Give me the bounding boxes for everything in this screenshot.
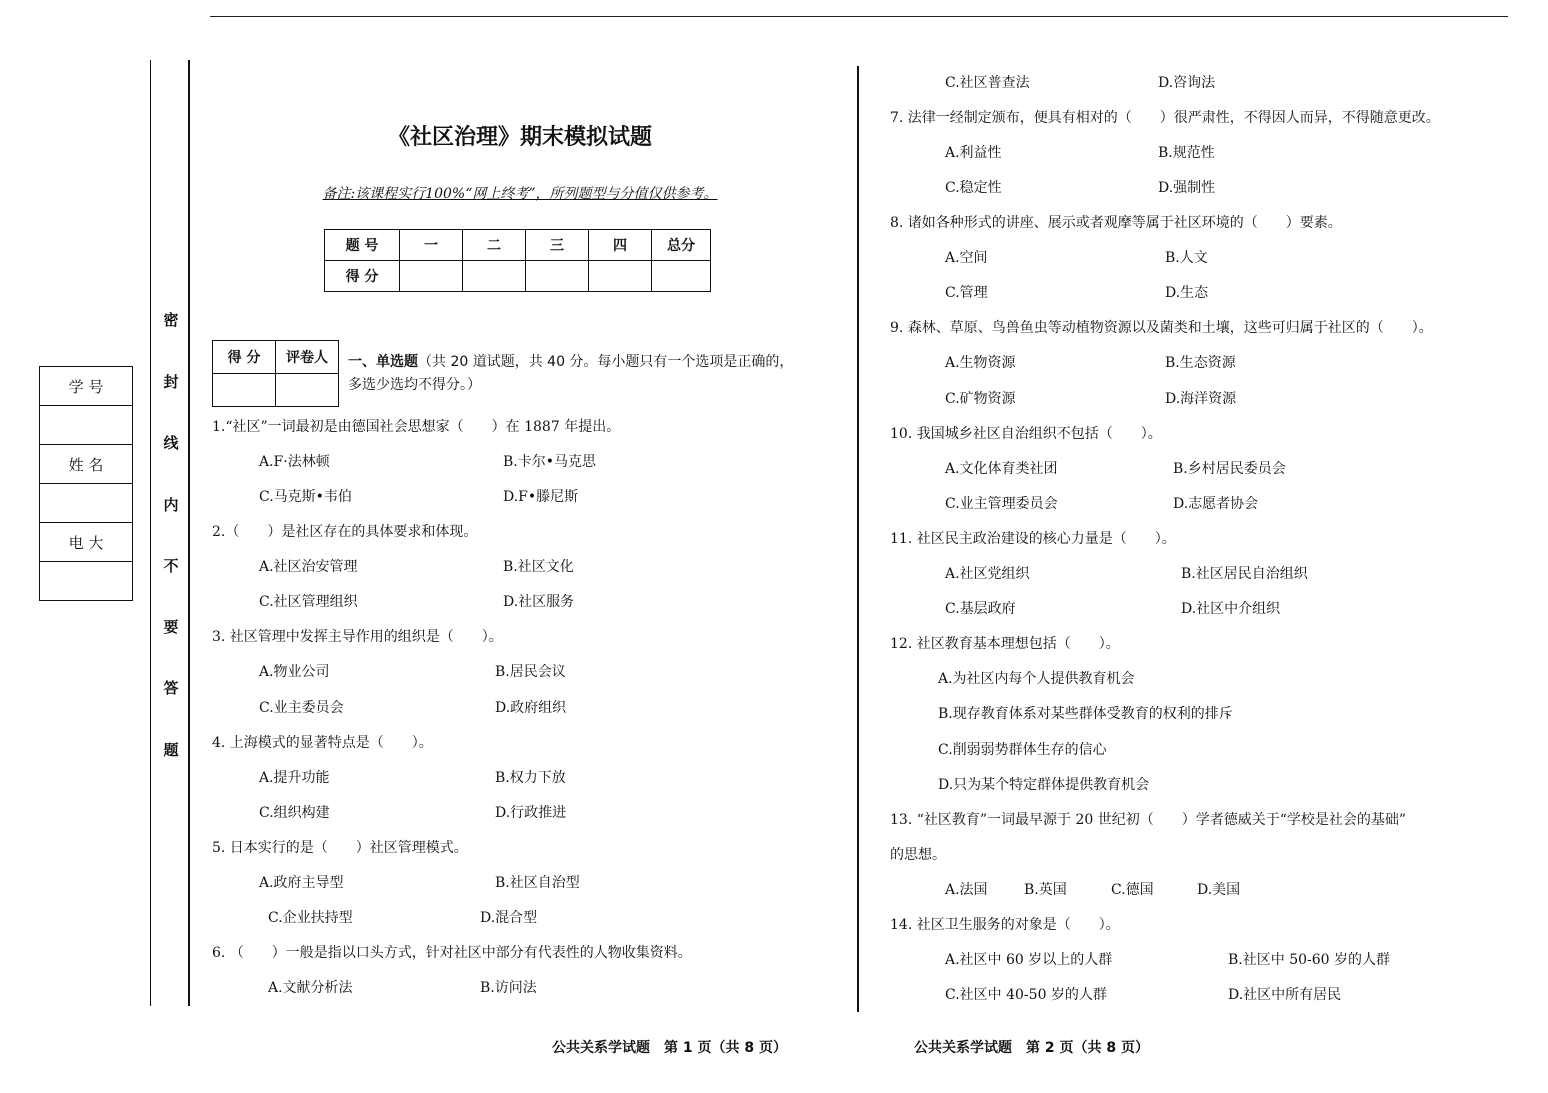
- score-header-col: 三: [526, 230, 589, 261]
- school-field[interactable]: [40, 562, 133, 601]
- option: D.社区中所有居民: [1228, 987, 1342, 1003]
- option: D.只为某个特定群体提供教育机会: [938, 777, 1150, 793]
- score-cell[interactable]: [652, 261, 711, 292]
- seal-char: 密: [163, 311, 179, 329]
- option: C.德国: [1111, 882, 1154, 898]
- option: C.矿物资源: [945, 391, 1016, 407]
- option: A.F·法林顿: [259, 454, 330, 470]
- option: B.乡村居民委员会: [1173, 461, 1286, 477]
- seal-char: 要: [163, 618, 179, 636]
- option: B.访问法: [480, 980, 537, 996]
- binding-line-outer: [150, 60, 151, 1006]
- option: D.F•滕尼斯: [503, 489, 579, 505]
- option: D.政府组织: [495, 700, 567, 716]
- option: C.社区普查法: [945, 75, 1030, 91]
- student-id-field[interactable]: [40, 406, 133, 445]
- seal-char: 内: [163, 496, 179, 514]
- grader-name-cell[interactable]: [276, 374, 339, 407]
- option: B.卡尔•马克思: [503, 454, 596, 470]
- option: C.基层政府: [945, 601, 1016, 617]
- option: B.现存教育体系对某些群体受教育的权利的排斥: [938, 706, 1233, 722]
- option: D.社区服务: [503, 594, 575, 610]
- question-text: 6. （ ）一般是指以口头方式，针对社区中部分有代表性的人物收集资料。: [212, 945, 692, 961]
- score-cell[interactable]: [463, 261, 526, 292]
- option: B.生态资源: [1165, 355, 1236, 371]
- question-text: 3. 社区管理中发挥主导作用的组织是（ ）。: [212, 629, 503, 645]
- page-divider: [857, 66, 859, 1012]
- score-header-col: 一: [400, 230, 463, 261]
- question-text: 7. 法律一经制定颁布，便具有相对的（ ）很严肃性，不得因人而异，不得随意更改。: [890, 110, 1440, 126]
- question-text: 4. 上海模式的显著特点是（ ）。: [212, 735, 433, 751]
- question-text: 10. 我国城乡社区自治组织不包括（ ）。: [890, 426, 1162, 442]
- option: B.权力下放: [495, 770, 566, 786]
- question-text: 5. 日本实行的是（ ）社区管理模式。: [212, 840, 468, 856]
- footer-page-2: 公共关系学试题 第 2 页（共 8 页）: [914, 1040, 1149, 1056]
- option: B.英国: [1024, 882, 1067, 898]
- option: C.业主委员会: [259, 700, 344, 716]
- option: A.文化体育类社团: [945, 461, 1058, 477]
- question-text: 11. 社区民主政治建设的核心力量是（ ）。: [890, 531, 1176, 547]
- grader-label: 评卷人: [276, 341, 339, 374]
- option: C.管理: [945, 285, 988, 301]
- score-cell[interactable]: [526, 261, 589, 292]
- student-name-label: 姓 名: [40, 445, 133, 484]
- option: A.社区党组织: [945, 566, 1030, 582]
- option: B.人文: [1165, 250, 1208, 266]
- option: B.社区居民自治组织: [1181, 566, 1308, 582]
- question-text: 1.“社区”一词最初是由德国社会思想家（ ）在 1887 年提出。: [212, 419, 621, 435]
- option: A.社区中 60 岁以上的人群: [945, 952, 1113, 968]
- grader-score-cell[interactable]: [213, 374, 276, 407]
- seal-char: 封: [163, 373, 179, 391]
- option: D.志愿者协会: [1173, 496, 1259, 512]
- option: D.咨询法: [1158, 75, 1216, 91]
- score-header-number: 题 号: [325, 230, 400, 261]
- option: D.强制性: [1158, 180, 1216, 196]
- option: B.社区自治型: [495, 875, 580, 891]
- score-header-col: 四: [589, 230, 652, 261]
- option: A.政府主导型: [259, 875, 344, 891]
- option: C.削弱弱势群体生存的信心: [938, 742, 1107, 758]
- school-label: 电 大: [40, 523, 133, 562]
- student-id-label: 学 号: [40, 367, 133, 406]
- option: C.社区中 40-50 岁的人群: [945, 987, 1107, 1003]
- question-text: 13. “社区教育”一词最早源于 20 世纪初（ ）学者德威关于“学校是社会的基础”: [890, 812, 1407, 828]
- score-cell[interactable]: [400, 261, 463, 292]
- seal-char: 答: [163, 679, 179, 697]
- option: C.稳定性: [945, 180, 1002, 196]
- option: A.利益性: [945, 145, 1002, 161]
- option: B.社区中 50-60 岁的人群: [1228, 952, 1390, 968]
- option: D.海洋资源: [1165, 391, 1237, 407]
- question-text: 12. 社区教育基本理想包括（ ）。: [890, 636, 1120, 652]
- score-cell[interactable]: [589, 261, 652, 292]
- section-desc-2: 多选少选均不得分。）: [348, 377, 481, 393]
- option: C.马克斯•韦伯: [259, 489, 352, 505]
- grader-box: [212, 340, 339, 407]
- section-heading: [348, 351, 848, 397]
- question-text: 9. 森林、草原、鸟兽鱼虫等动植物资源以及菌类和土壤，这些可归属于社区的（ ）。: [890, 320, 1433, 336]
- score-table: [324, 229, 711, 292]
- option: A.提升功能: [259, 770, 330, 786]
- seal-char: 不: [163, 557, 179, 575]
- option: A.空间: [945, 250, 988, 266]
- option: D.行政推进: [495, 805, 567, 821]
- option: C.社区管理组织: [259, 594, 358, 610]
- option: C.业主管理委员会: [945, 496, 1058, 512]
- exam-note-text: 备注:该课程实行100%“网上终考”，所列题型与分值仅供参考。: [322, 186, 718, 202]
- student-info-table: [39, 366, 133, 601]
- page-title: 《社区治理》期末模拟试题: [387, 125, 652, 150]
- section-title: 一、单选题: [348, 354, 418, 370]
- option: B.规范性: [1158, 145, 1215, 161]
- seal-char: 题: [163, 741, 179, 759]
- exam-note: [190, 183, 850, 203]
- option: A.为社区内每个人提供教育机会: [938, 671, 1135, 687]
- question-text: 2.（ ）是社区存在的具体要求和体现。: [212, 524, 478, 540]
- option: D.生态: [1165, 285, 1209, 301]
- option: D.社区中介组织: [1181, 601, 1281, 617]
- option: D.美国: [1197, 882, 1241, 898]
- student-name-field[interactable]: [40, 484, 133, 523]
- option: A.文献分析法: [268, 980, 353, 996]
- option: A.法国: [945, 882, 988, 898]
- question-text: 8. 诸如各种形式的讲座、展示或者观摩等属于社区环境的（ ）要素。: [890, 215, 1342, 231]
- grader-score-label: 得 分: [213, 341, 276, 374]
- top-rule: [210, 16, 1508, 17]
- option: C.组织构建: [259, 805, 330, 821]
- question-text-continued: 的思想。: [890, 847, 946, 863]
- question-text: 14. 社区卫生服务的对象是（ ）。: [890, 917, 1120, 933]
- section-desc-1: （共 20 道试题，共 40 分。每小题只有一个选项是正确的，: [418, 354, 794, 370]
- option: D.混合型: [480, 910, 538, 926]
- seal-char: 线: [163, 434, 179, 452]
- option: B.居民会议: [495, 664, 566, 680]
- option: C.企业扶持型: [268, 910, 353, 926]
- score-row-label: 得 分: [325, 261, 400, 292]
- footer-page-1: 公共关系学试题 第 1 页（共 8 页）: [552, 1040, 787, 1056]
- score-header-col: 二: [463, 230, 526, 261]
- option: A.生物资源: [945, 355, 1016, 371]
- option: A.物业公司: [259, 664, 330, 680]
- score-header-total: 总分: [652, 230, 711, 261]
- option: A.社区治安管理: [259, 559, 358, 575]
- option: B.社区文化: [503, 559, 574, 575]
